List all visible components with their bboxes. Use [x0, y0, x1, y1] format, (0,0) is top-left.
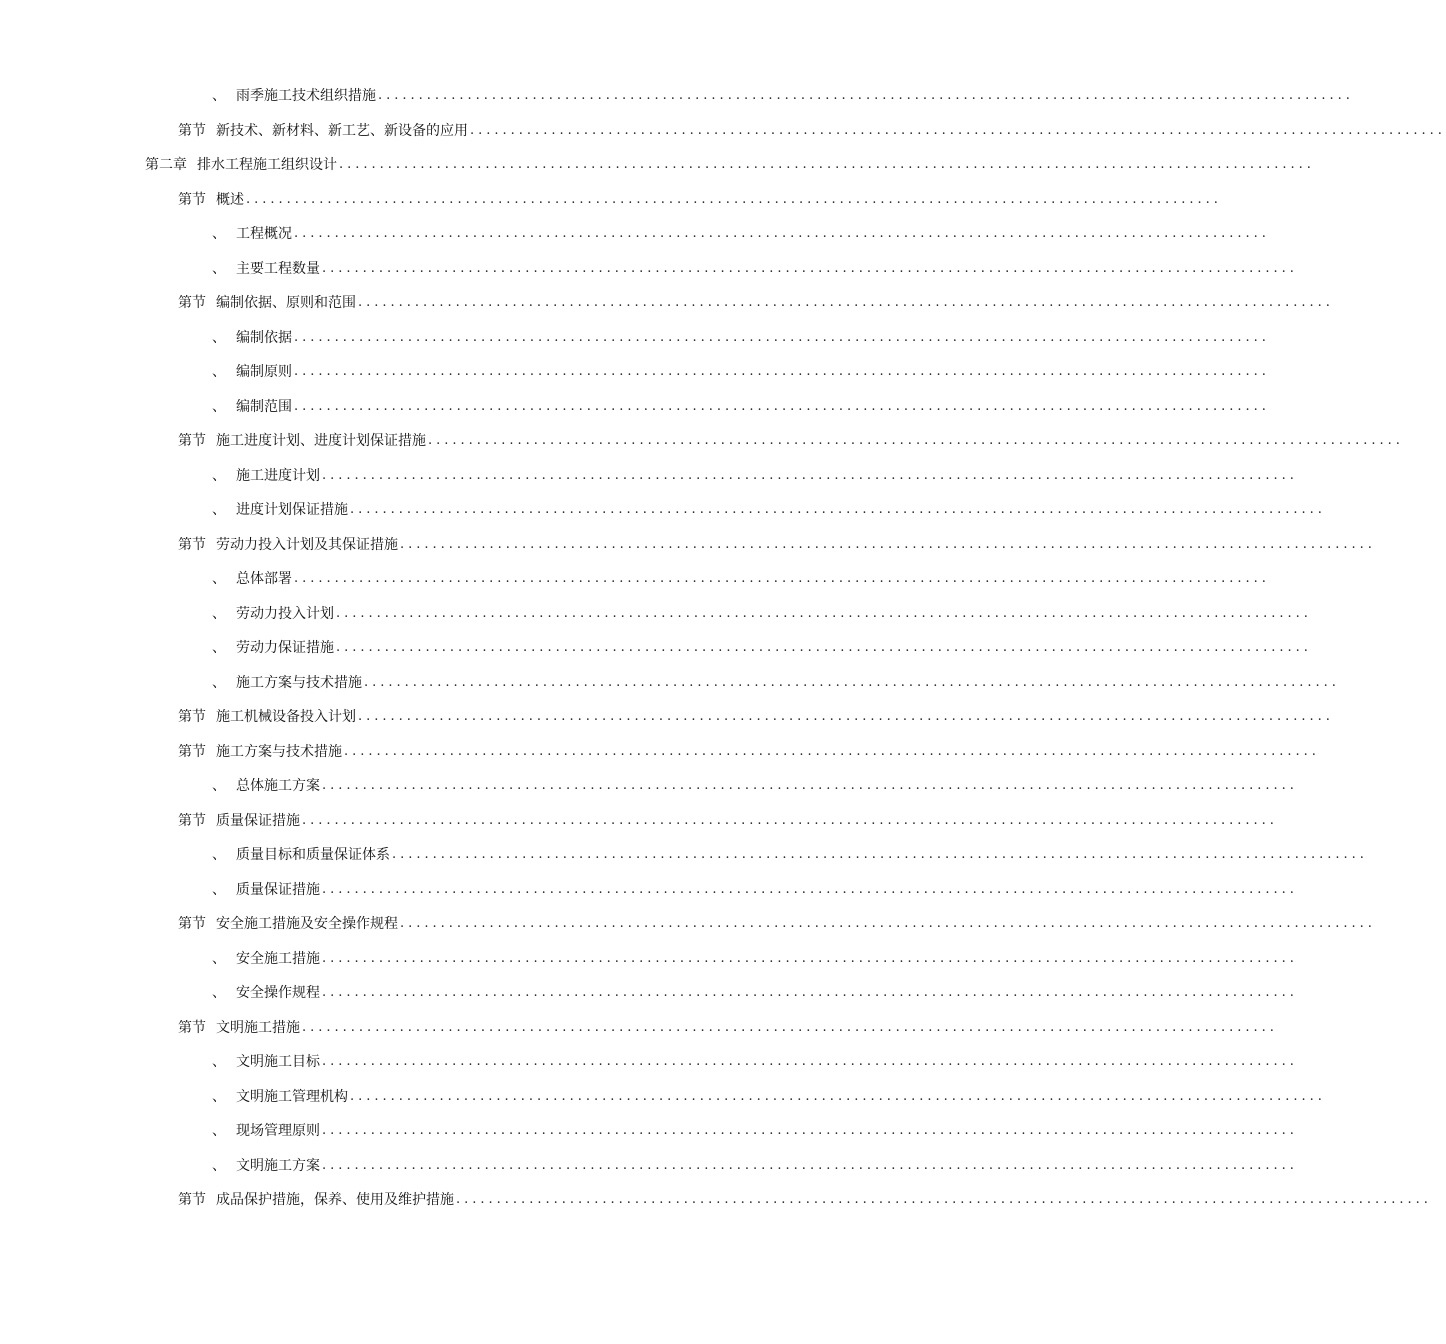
toc-entry-l3[interactable]: [0, 252, 1298, 287]
dot-leader: ........................................................................................................................: [336, 605, 1312, 621]
toc-entry-l2[interactable]: [0, 804, 1278, 839]
entry-title: 工程概况: [236, 226, 292, 243]
entry-prefix: 第节: [178, 743, 206, 760]
entry-prefix: 、: [212, 847, 226, 864]
dot-leader: ........................................................................................................................: [378, 88, 1354, 104]
toc-entry-l3[interactable]: [0, 769, 1298, 804]
entry-title: 文明施工方案: [236, 1157, 320, 1174]
dot-leader: ........................................................................................................................: [470, 122, 1446, 138]
entry-title: 编制范围: [236, 398, 292, 415]
dot-leader: ........................................................................................................................: [322, 881, 1298, 897]
entry-prefix: 、: [212, 605, 226, 622]
toc-entry-l2[interactable]: [0, 183, 1222, 218]
toc-entry-l2[interactable]: [0, 1183, 1432, 1218]
entry-prefix: 、: [212, 467, 226, 484]
toc-entry-l2[interactable]: [0, 907, 1376, 942]
dot-leader: ........................................................................................................................: [302, 812, 1278, 828]
dot-leader: ........................................................................................................................: [294, 226, 1270, 242]
toc-entry-l2[interactable]: [0, 700, 1334, 735]
entry-title: 施工方案与技术措施: [216, 743, 342, 760]
entry-prefix: 、: [212, 985, 226, 1002]
entry-title: 现场管理原则: [236, 1123, 320, 1140]
toc-entry-l3[interactable]: [0, 873, 1298, 908]
entry-prefix: 第节: [178, 916, 206, 933]
entry-prefix: 、: [212, 1123, 226, 1140]
entry-prefix: 第节: [178, 191, 206, 208]
toc-entry-l3[interactable]: [0, 562, 1270, 597]
toc-entry-l3[interactable]: [0, 597, 1312, 632]
entry-title: 新技术、新材料、新工艺、新设备的应用: [216, 122, 468, 139]
entry-title: 雨季施工技术组织措施: [236, 88, 376, 105]
entry-prefix: 、: [212, 674, 226, 691]
toc-entry-l3[interactable]: [0, 976, 1298, 1011]
dot-leader: ........................................................................................................................: [322, 260, 1298, 276]
dot-leader: ........................................................................................................................: [339, 157, 1315, 173]
entry-title: 施工进度计划: [236, 467, 320, 484]
dot-leader: ........................................................................................................................: [302, 1019, 1278, 1035]
toc-entry-l2[interactable]: [0, 528, 1376, 563]
entry-title: 施工机械设备投入计划: [216, 709, 356, 726]
dot-leader: ........................................................................................................................: [344, 743, 1320, 759]
dot-leader: ........................................................................................................................: [392, 847, 1368, 863]
toc-entry-l3[interactable]: [0, 666, 1340, 701]
entry-prefix: 、: [212, 571, 226, 588]
dot-leader: ........................................................................................................................: [294, 364, 1270, 380]
dot-leader: ........................................................................................................................: [322, 950, 1298, 966]
toc-entry-l3[interactable]: [0, 79, 1354, 114]
toc-entry-l2[interactable]: [0, 424, 1404, 459]
entry-prefix: 、: [212, 398, 226, 415]
toc-entry-l3[interactable]: [0, 217, 1270, 252]
dot-leader: ........................................................................................................................: [322, 985, 1298, 1001]
entry-prefix: 、: [212, 950, 226, 967]
dot-leader: ........................................................................................................................: [428, 433, 1404, 449]
toc-entry-l3[interactable]: [0, 493, 1326, 528]
dot-leader: ........................................................................................................................: [336, 640, 1312, 656]
dot-leader: ........................................................................................................................: [294, 398, 1270, 414]
entry-title: 质量目标和质量保证体系: [236, 847, 390, 864]
entry-prefix: 第二章: [145, 157, 187, 174]
toc-entry-l2[interactable]: [0, 286, 1334, 321]
toc-entry-l3[interactable]: [0, 838, 1368, 873]
toc-entry-l1[interactable]: [0, 148, 1315, 183]
dot-leader: ........................................................................................................................: [322, 778, 1298, 794]
toc-entry-l3[interactable]: [0, 631, 1312, 666]
entry-title: 劳动力投入计划及其保证措施: [216, 536, 398, 553]
table-of-contents: [0, 79, 1446, 1218]
entry-title: 编制依据、原则和范围: [216, 295, 356, 312]
entry-prefix: 、: [212, 640, 226, 657]
entry-title: 编制依据: [236, 329, 292, 346]
entry-prefix: 第节: [178, 709, 206, 726]
dot-leader: ........................................................................................................................: [322, 467, 1298, 483]
toc-entry-l3[interactable]: [0, 1114, 1298, 1149]
toc-entry-l3[interactable]: [0, 1149, 1298, 1184]
dot-leader: ........................................................................................................................: [350, 1088, 1326, 1104]
toc-entry-l2[interactable]: [0, 1011, 1278, 1046]
entry-prefix: 、: [212, 1088, 226, 1105]
entry-prefix: 、: [212, 502, 226, 519]
toc-entry-l2[interactable]: [0, 735, 1320, 770]
entry-title: 劳动力保证措施: [236, 640, 334, 657]
entry-title: 总体部署: [236, 571, 292, 588]
dot-leader: ........................................................................................................................: [322, 1157, 1298, 1173]
entry-prefix: 、: [212, 260, 226, 277]
toc-entry-l2[interactable]: [0, 114, 1446, 149]
toc-entry-l3[interactable]: [0, 942, 1298, 977]
toc-entry-l3[interactable]: [0, 355, 1270, 390]
entry-prefix: 第节: [178, 536, 206, 553]
dot-leader: ........................................................................................................................: [294, 329, 1270, 345]
entry-prefix: 、: [212, 329, 226, 346]
entry-prefix: 第节: [178, 812, 206, 829]
dot-leader: ........................................................................................................................: [456, 1192, 1432, 1208]
dot-leader: ........................................................................................................................: [358, 709, 1334, 725]
dot-leader: ........................................................................................................................: [358, 295, 1334, 311]
entry-prefix: 第节: [178, 295, 206, 312]
entry-title: 主要工程数量: [236, 260, 320, 277]
toc-entry-l3[interactable]: [0, 1045, 1298, 1080]
entry-title: 文明施工管理机构: [236, 1088, 348, 1105]
toc-entry-l3[interactable]: [0, 390, 1270, 425]
dot-leader: ........................................................................................................................: [322, 1123, 1298, 1139]
entry-title: 文明施工目标: [236, 1054, 320, 1071]
dot-leader: ........................................................................................................................: [400, 536, 1376, 552]
entry-prefix: 、: [212, 226, 226, 243]
dot-leader: ........................................................................................................................: [400, 916, 1376, 932]
entry-prefix: 、: [212, 1054, 226, 1071]
entry-prefix: 、: [212, 1157, 226, 1174]
entry-title: 排水工程施工组织设计: [197, 157, 337, 174]
dot-leader: ........................................................................................................................: [364, 674, 1340, 690]
dot-leader: ........................................................................................................................: [246, 191, 1222, 207]
entry-prefix: 、: [212, 88, 226, 105]
dot-leader: ........................................................................................................................: [294, 571, 1270, 587]
entry-title: 成品保护措施，保养、使用及维护措施: [216, 1192, 454, 1209]
entry-title: 劳动力投入计划: [236, 605, 334, 622]
entry-prefix: 、: [212, 778, 226, 795]
entry-title: 安全施工措施及安全操作规程: [216, 916, 398, 933]
entry-title: 文明施工措施: [216, 1019, 300, 1036]
entry-title: 进度计划保证措施: [236, 502, 348, 519]
entry-prefix: 、: [212, 881, 226, 898]
dot-leader: ........................................................................................................................: [322, 1054, 1298, 1070]
entry-prefix: 第节: [178, 1192, 206, 1209]
entry-title: 质量保证措施: [216, 812, 300, 829]
entry-title: 施工方案与技术措施: [236, 674, 362, 691]
entry-prefix: 第节: [178, 122, 206, 139]
entry-prefix: 第节: [178, 433, 206, 450]
entry-title: 安全施工措施: [236, 950, 320, 967]
entry-title: 总体施工方案: [236, 778, 320, 795]
entry-title: 施工进度计划、进度计划保证措施: [216, 433, 426, 450]
entry-title: 概述: [216, 191, 244, 208]
entry-title: 编制原则: [236, 364, 292, 381]
entry-title: 质量保证措施: [236, 881, 320, 898]
toc-entry-l3[interactable]: [0, 1080, 1326, 1115]
entry-title: 安全操作规程: [236, 985, 320, 1002]
dot-leader: ........................................................................................................................: [350, 502, 1326, 518]
entry-prefix: 第节: [178, 1019, 206, 1036]
entry-prefix: 、: [212, 364, 226, 381]
toc-entry-l3[interactable]: [0, 321, 1270, 356]
toc-entry-l3[interactable]: [0, 459, 1298, 494]
